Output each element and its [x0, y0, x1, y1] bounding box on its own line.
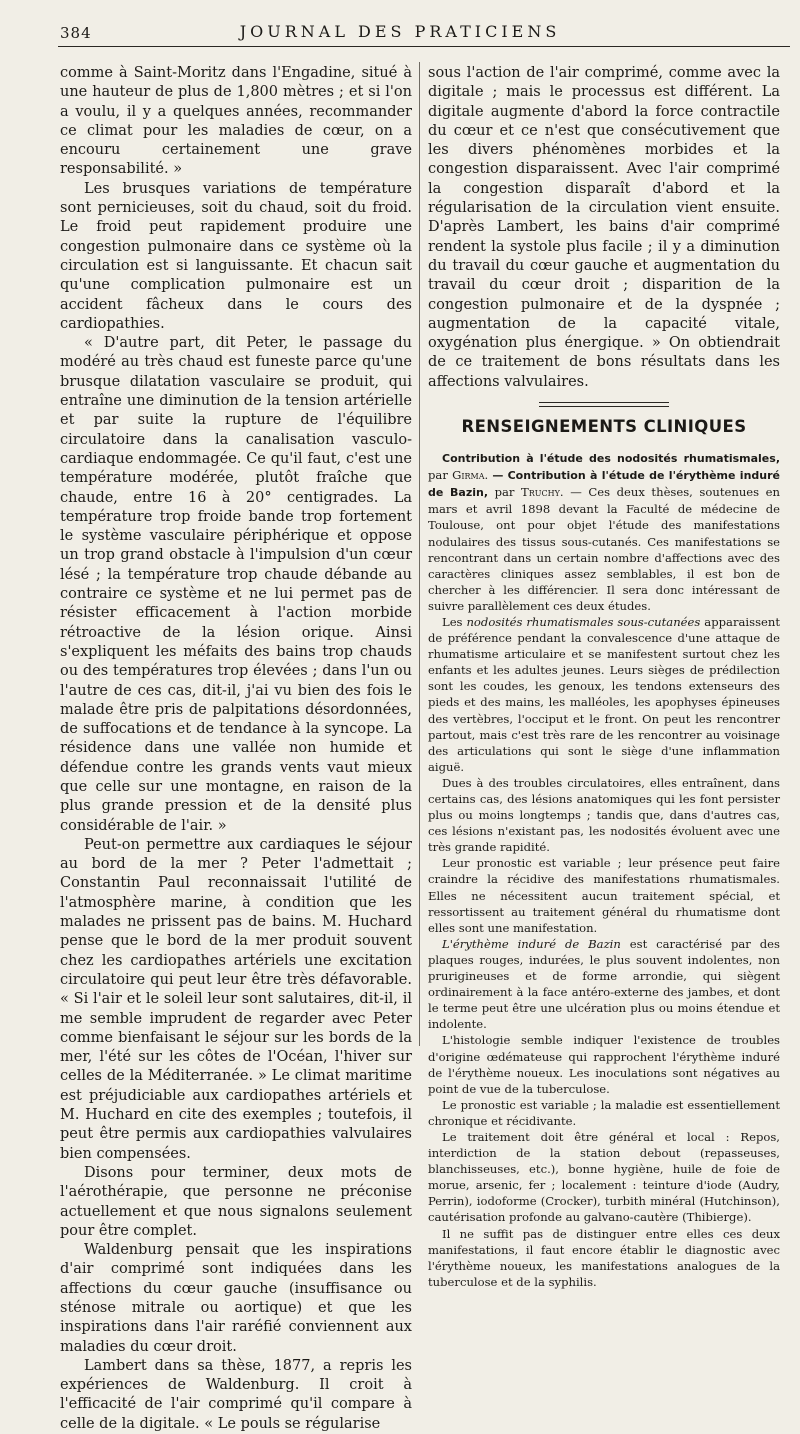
paragraph: Waldenburg pensait que les inspirations d'air comprimé sont indiquées dans les affections du cœur gauche (insuffisance ou sténose mitrale ou aortique) et que les inspirations dans l'air raréfié conviennent aux maladies du cœur droit.: [60, 1242, 412, 1355]
paragraph: Les nodosités rhumatismales sous-cutanées apparaissent de préférence pendant la convalescence d'une attaque de rhumatisme articulaire et se manifestent surtout chez les enfants et les adultes jeunes. Leurs sièges de prédilection sont les coudes, les genoux, les tendons extenseurs des pieds et des mains, les malléoles, les apophyses épineuses des vertèbres, l'occiput et le front. On peut les rencontrer partout, mais c'est très rare de les rencontrer au voisinage des articulations qui sont le siège d'une inflammation aiguë.: [428, 614, 781, 774]
clinical-notes: [428, 450, 780, 1290]
header-rule: [58, 46, 790, 47]
paragraph: Leur pronostic est variable ; leur présence peut faire craindre la récidive des manifestations rhumatismales. Elles ne nécessitent aucun traitement spécial, et ressortissent au traitement général du rhumatisme dont elles sont une manifestation.: [428, 856, 780, 935]
paragraph: Les brusques variations de température sont pernicieuses, soit du chaud, soit du froid. Le froid peut rapidement produire une congestion pulmonaire dans ce système où la circulation est si languissante. Et chacun sait qu'une complication pulmonaire est un accident fâcheux dans le cours des cardiopathies.: [60, 180, 412, 332]
paragraph: Le pronostic est variable ; la maladie est essentiellement chronique et récidivante.: [428, 1097, 780, 1128]
paragraph: Lambert dans sa thèse, 1877, a repris les expériences de Waldenburg. Il croit à l'efficacité de l'air comprimé qu'il compare à celle de la digitale. « Le pouls se régularise: [60, 1357, 412, 1432]
page-header: [0, 0, 800, 46]
thesis-title-2: Contribution à l'étude de l'érythème induré de Bazin,: [428, 469, 780, 500]
paragraph: sous l'action de l'air comprimé, comme avec la digitale ; mais le processus est différent. La digitale augmente d'abord la force contractile du cœur et ce n'est que consécutivement que les divers phénomènes morbides et la congestion disparaissent. Avec l'air comprimé la congestion disparaît d'abord et la régularisation de la circulation vient ensuite. D'après Lambert, les bains d'air comprimé rendent la systole plus facile ; il y a diminution du travail du cœur gauche et augmentation du travail du cœur droit ; disparition de la congestion pulmonaire et de la dyspnée ; augmentation de la capacité vitale, oxygénation plus énergique. » On obtiendrait de ce traitement de bons résultats dans les affections valvulaires.: [428, 65, 780, 390]
journal-title: JOURNAL DES PRATICIENS: [239, 22, 561, 41]
thesis-title-1: Contribution à l'étude des nodosités rhumatismales,: [442, 452, 780, 466]
column-separator: [419, 62, 420, 1046]
paragraph: comme à Saint-Moritz dans l'Engadine, situé à une hauteur de plus de 1,800 mètres ; et si l'on a voulu, il y a quelques années, recommander ce climat pour les maladies de cœur, on a encouru certainement une grave responsabilité. »: [60, 65, 412, 178]
left-column: [60, 64, 412, 1432]
page-number: 384: [60, 24, 92, 42]
paragraph: L'érythème induré de Bazin est caractérisé par des plaques rouges, indurées, le plus souvent indolentes, non prurigineuses et de forme arrondie, qui siègent ordinairement à la face antéro-externe des jambes, et dont le terme peut être une ulcération plus ou moins étendue et indolente.: [428, 936, 780, 1032]
paragraph: Dues à des troubles circulatoires, elles entraînent, dans certains cas, des lésions anatomiques qui les font persister plus ou moins longtemps ; tandis que, dans d'autres cas, ces lésions n'existant pas, les nodosités évoluent avec une très grande rapidité.: [428, 775, 780, 855]
section-rule: [539, 402, 669, 407]
section-title: RENSEIGNEMENTS CLINIQUES: [461, 417, 747, 437]
paragraph: Il ne suffit pas de distinguer entre elles ces deux manifestations, il faut encore établir le diagnostic avec l'érythème noueux, les manifestations analogues de la tuberculose et de la syphilis.: [428, 1226, 780, 1289]
author-truchy: Truchy.: [521, 485, 564, 500]
intro-paragraph: Contribution à l'étude des nodosités rhumatismales, par Girma. — Contribution à l'étude de l'érythème induré de Bazin, par Truchy. — Ces deux thèses, soutenues en mars et avril 1898 devant la Faculté de médecine de Toulouse, ont pour objet l'étude des manifestations nodulaires des tissus sous-cutanés. Ces manifestations se rencontrant dans un certain nombre d'affections avec des caractères cliniques assez semblables, il est bon de chercher à les différencier. Il sera donc intéressant de suivre parallèlement ces deux études.: [428, 452, 780, 613]
paragraph: Le traitement doit être général et local : Repos, interdiction de la station debout (repasseuses, blanchisseuses, etc.), bonne hygiène, huile de foie de morue, arsenic, fer ; localement : teinture d'iode (Audry, Perrin), iodoforme (Crocker), turbith minéral (Hutchinson), cautérisation profonde au galvano-cautère (Thibierge).: [428, 1129, 780, 1225]
right-column: [428, 64, 781, 1289]
paragraph: « D'autre part, dit Peter, le passage du modéré au très chaud est funeste parce qu'une brusque dilatation vasculaire se produit, qui entraîne une diminution de la tension artérielle et par suite la rupture de l'équilibre circulatoire dans la canalisation vasculo-cardiaque endommagée. Ce qu'il faut, c'est une température modérée, plutôt fraîche que chaude, entre 16 à 20° centigrades. La température trop froide bande trop fortement le système vasculaire périphérique et oppose un trop grand obstacle à l'impulsion d'un cœur lésé ; la température trop chaude débande au contraire ce système et ne lui permet pas de résister efficacement à l'action morbide rétroactive de la lésion orique. Ainsi s'expliquent les méfaits des bains trop chauds ou des températures trop élevées ; dans l'un ou l'autre de ces cas, dit-il, j'ai vu bien des fois le malade être pris de palpitations désordonnées, de suffocations et de tendance à la syncope. La résidence dans une vallée non humide et défendue contre les grands vents vaut mieux que celle sur une montagne, en raison de la plus grande pression et de la densité plus considérable de l'air. »: [60, 335, 412, 834]
paragraph: L'histologie semble indiquer l'existence de troubles d'origine œdémateuse qui rapprochent l'érythème induré de l'érythème noueux. Les inoculations sont négatives au point de vue de la tuberculose.: [428, 1033, 780, 1096]
paragraph: Disons pour terminer, deux mots de l'aérothérapie, que personne ne préconise actuellement et que nous signalons seulement pour être complet.: [60, 1164, 412, 1239]
paragraph: Peut-on permettre aux cardiaques le séjour au bord de la mer ? Peter l'admettait ; Constantin Paul reconnaissait l'utilité de l'atmosphère marine, à condition que les malades ne prissent pas de bains. M. Huchard pense que le bord de la mer produit souvent chez les cardiopathes artériels une excitation circulatoire qui peut leur être très défavorable. « Si l'air et le soleil leur sont salutaires, dit-il, il me semble imprudent de regarder avec Peter comme bienfaisant le séjour sur les bords de la mer, l'été sur les côtes de l'Océan, l'hiver sur celles de la Méditerranée. » Le climat maritime est préjudiciable aux cardiopathes artériels et M. Huchard en cite des exemples ; toutefois, il peut être permis aux cardiopathies valvulaires bien compensées.: [60, 836, 412, 1162]
author-girma: Girma.: [452, 468, 489, 483]
